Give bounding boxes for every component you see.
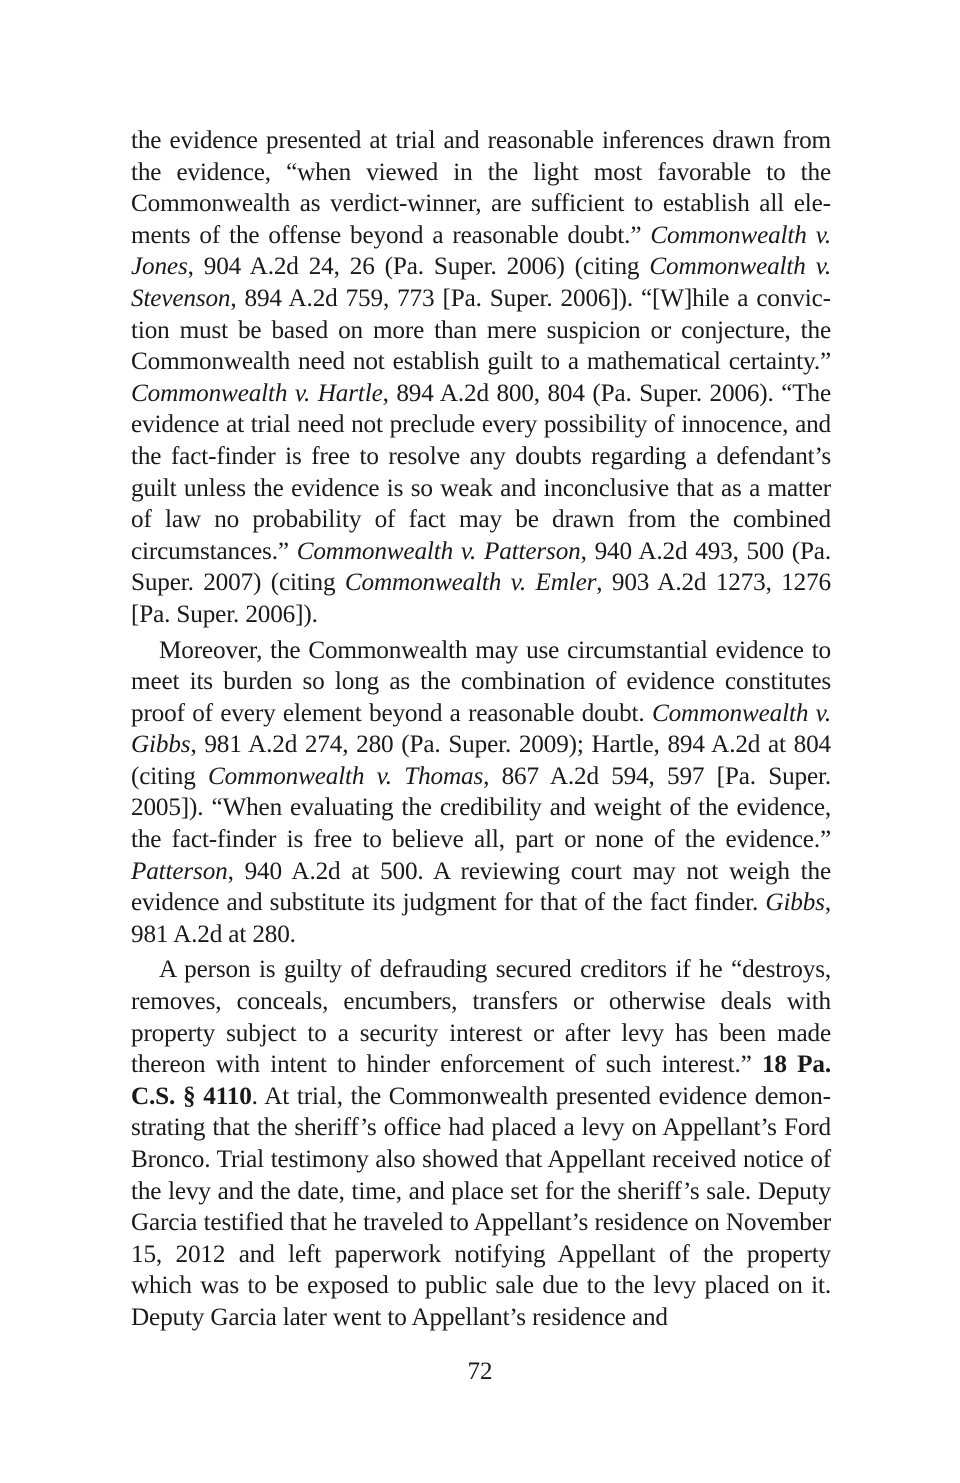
text-run: , 940 A.2d at 500. A reviewing court may not weigh the evidence and substitute its judgment for that of the fact finder. (131, 857, 831, 917)
text-run: , 903 A.2d 1273, 1276 [Pa. Super. 2006]). (131, 569, 831, 628)
case-citation: Commonwealth v. Jones (131, 221, 831, 281)
text-run: A person is guilty of defrauding secured creditors if he “destroys, removes, conceals, encumbers, transfers or otherwise deals with property subject to a security interest or after levy has been made thereon with intent to hinder enforcement of such interest.” (131, 956, 831, 1079)
page-number: 72 (467, 1358, 493, 1385)
case-citation: Gibbs (765, 889, 825, 917)
statute-citation: 18 Pa. C.S. § 4110 (131, 1051, 831, 1110)
text-run: , 981 A.2d 274, 280 (Pa. Super. 2009); Hartle, 894 A.2d at 804 (citing (131, 731, 831, 790)
text-run: . At trial, the Commonwealth presented evidence demonstrating that the sheriff’s office had placed a levy on Appellant’s Ford Bronco. Trial testimony also showed that Appellant received notice of the levy and the date, time, and place set for the sheriff’s sale. Deputy Garcia testified that he traveled to Appellant’s residence on November 15, 2012 and left paperwork notifying Appellant of the property which was to be exposed to public sale due to the levy placed on it. Deputy Garcia later went to Appellant’s residence and (131, 1082, 831, 1331)
paragraph (131, 635, 831, 951)
case-citation: Commonwealth v. Patterson (296, 537, 581, 565)
case-citation: Commonwealth v. Emler (344, 569, 597, 597)
text-run: , 904 A.2d 24, 26 (Pa. Super. 2006) (citing (187, 253, 650, 281)
case-citation: Commonwealth v. Stevenson (131, 253, 831, 312)
text-run: , 894 A.2d 759, 773 [Pa. Super. 2006]). “[W]hile a conviction must be based on more than mere suspicion or conjecture, the Commonwealth need not establish guilt to a mathematical certainty.” (131, 284, 831, 376)
text-run: the evidence presented at trial and reasonable inferences drawn from the evidence, “when viewed in the light most favorable to the Commonwealth as verdict-winner, are sufficient to establish all elements of the offense beyond a reasonable doubt.” (131, 127, 831, 249)
body-text (131, 125, 831, 1338)
text-run: Moreover, the Commonwealth may use circumstantial evidence to meet its burden so long as the combination of evidence constitutes proof of every element beyond a reasonable doubt. (131, 636, 831, 727)
text-run: , 867 A.2d 594, 597 [Pa. Super. 2005]). “When evaluating the credibility and weight of the evidence, the fact-finder is free to believe all, part or none of the evidence.” (131, 762, 831, 854)
text-run: , 940 A.2d 493, 500 (Pa. Super. 2007) (citing (131, 537, 831, 597)
text-run: , 981 A.2d at 280. (131, 889, 831, 948)
paragraph (131, 954, 831, 1333)
case-citation: Commonwealth v. Gibbs (131, 699, 831, 759)
case-citation: Patterson (131, 857, 228, 885)
paragraph (131, 125, 831, 631)
case-citation: Commonwealth v. Hartle (131, 379, 383, 407)
text-run: , 894 A.2d 800, 804 (Pa. Super. 2006). “The evidence at trial need not preclude every possibility of innocence, and the fact-finder is free to resolve any doubts regarding a defendant’s guilt unless the evidence is so weak and inconclusive that as a matter of law no probability of fact may be drawn from the combined circumstances.” (131, 379, 831, 565)
case-citation: Commonwealth v. Thomas (208, 762, 484, 790)
